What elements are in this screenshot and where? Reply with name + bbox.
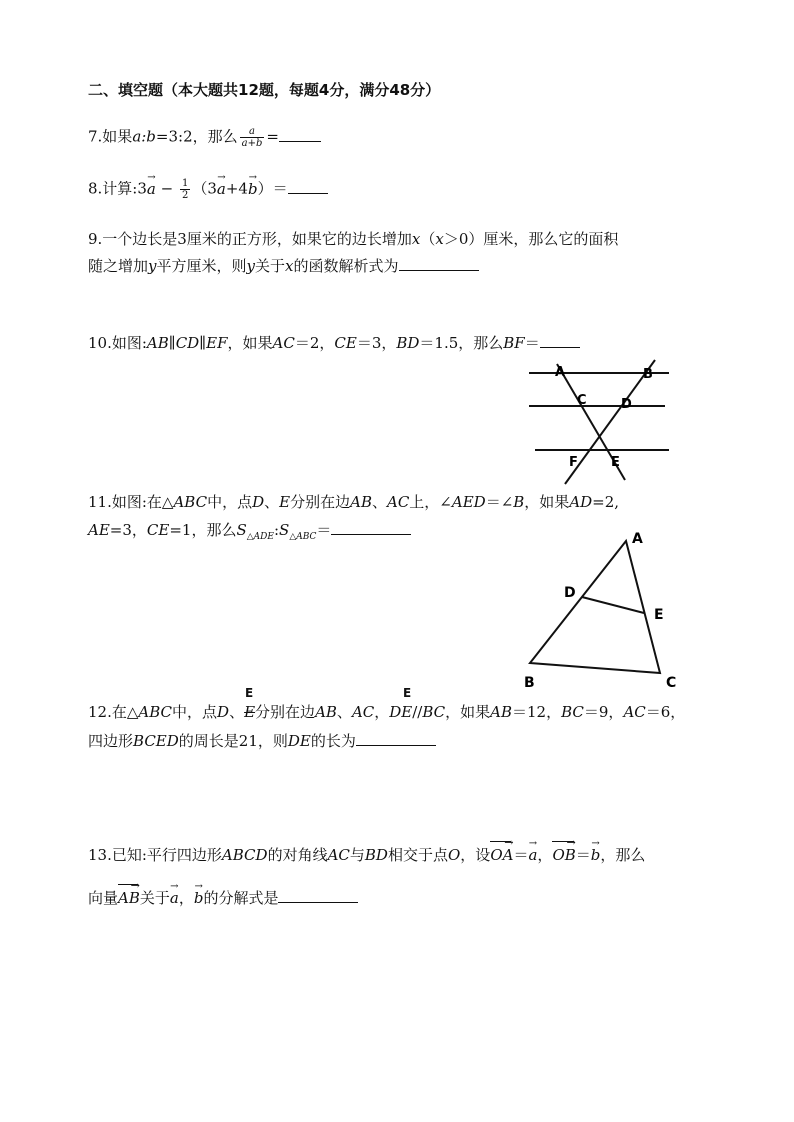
q13-vector-ob: → OB <box>552 845 575 865</box>
q10-text-c: ＝2， <box>294 334 335 352</box>
section-heading: 二、填空题（本大题共12题，每题4分，满分48分） <box>88 81 441 99</box>
q12-de2: DE <box>287 732 311 750</box>
q10-fig-label-f: F <box>569 455 578 470</box>
q8-half-fraction <box>180 178 190 201</box>
q12-text-a: 12.在△ <box>88 703 139 721</box>
q11-sub1: △ADE <box>246 532 274 542</box>
question-8 <box>88 178 328 201</box>
q12-text-f: ， <box>374 703 390 721</box>
question-10 <box>88 333 580 353</box>
q12-text-m: 的周长是21，则 <box>178 732 288 750</box>
q10-fig-label-c: C <box>577 393 587 408</box>
q11-text-g: ＝∠ <box>485 493 514 511</box>
q11-fig-label-e: E <box>654 607 664 623</box>
q12-ab: AB <box>315 703 337 721</box>
q13-text-b: 的对角线 <box>267 846 328 864</box>
q9-cond-x: x <box>435 230 444 248</box>
q7-frac-den: a+b <box>241 138 263 149</box>
question-12-line-2 <box>88 731 436 751</box>
q11-text-j: =3， <box>109 521 147 539</box>
q11-text-e: 、 <box>371 493 387 511</box>
q13-text-h: ＝ <box>575 846 591 864</box>
q10-text-a: 10.如图: <box>88 334 147 352</box>
question-11-line-1 <box>88 492 619 512</box>
q8-vector-a: → a <box>147 179 156 199</box>
q12-d: D <box>217 703 230 721</box>
q12-text-e: 、 <box>336 703 352 721</box>
q13-vector-a: → a <box>528 845 537 865</box>
q11-text-h: ，如果 <box>524 493 570 511</box>
q11-fig-label-c: C <box>666 675 677 691</box>
q13-text-g: ， <box>537 846 553 864</box>
q9-x2: x <box>285 257 294 275</box>
q9-answer-blank[interactable] <box>399 256 479 271</box>
question-9-line-1 <box>88 229 618 249</box>
q7-frac-num: a <box>240 126 265 138</box>
q8-half-num: 1 <box>181 178 189 189</box>
q11-ac: AC <box>386 493 410 511</box>
q12-ac: AC <box>351 703 375 721</box>
q8-vector-a2: → a <box>217 179 226 199</box>
q11-text-a: 11.如图:在△ <box>88 493 174 511</box>
q11-text-i: =2, <box>592 493 620 511</box>
q13-answer-blank[interactable] <box>278 888 358 903</box>
question-9-line-2 <box>88 256 479 276</box>
q7-prefix: 7.如果 <box>88 127 133 146</box>
q9-text: 9.一个边长是3厘米的正方形，如果它的边长增加 <box>88 230 412 248</box>
q11-ae: AE <box>88 521 110 539</box>
q11-text-b: 中，点 <box>207 493 253 511</box>
q9-y: y <box>148 257 157 275</box>
q11-ce: CE <box>146 521 170 539</box>
q11-s1: S <box>236 521 247 539</box>
q11-answer-blank[interactable] <box>331 520 411 535</box>
q10-fig-label-e: E <box>611 455 620 470</box>
q12-text-j: ＝9， <box>583 703 624 721</box>
q7-ratio: a:b <box>132 127 156 146</box>
q11-b: B <box>513 493 525 511</box>
q8-paren-open: （3 <box>192 179 217 198</box>
q11-d: D <box>252 493 265 511</box>
q10-fig-label-a: A <box>555 365 566 380</box>
q10-bf: BF <box>503 334 525 352</box>
q13-text-a: 13.已知:平行四边形 <box>88 846 222 864</box>
q12-ab2: AB <box>490 703 513 721</box>
q7-eq: =3:2，那么 <box>155 127 238 146</box>
q8-prefix: 8.计算:3 <box>88 179 147 198</box>
q10-fig-label-b: B <box>643 367 653 382</box>
q10-parallel-lines-figure <box>525 358 685 488</box>
q12-handwritten-e-2: E <box>403 686 412 700</box>
q9-text-5: 的函数解析式为 <box>293 257 399 275</box>
q12-e-struck: E <box>244 703 256 721</box>
q12-bc: BC <box>422 703 446 721</box>
q10-fig-label-d: D <box>621 397 632 412</box>
q11-ad: AD <box>569 493 593 511</box>
q13-abcd: ABCD <box>221 846 268 864</box>
q7-answer-blank[interactable] <box>279 127 321 142</box>
q12-handwritten-e-1: E <box>245 686 254 700</box>
q9-y2: y <box>246 257 255 275</box>
q13-bd: BD <box>364 846 388 864</box>
q7-fraction <box>240 126 265 149</box>
q8-minus: − <box>155 179 178 198</box>
q10-bd: BD <box>396 334 420 352</box>
q13-text-l: ， <box>178 889 194 907</box>
q12-bced: BCED <box>133 732 179 750</box>
q13-ac: AC <box>327 846 350 864</box>
q11-text-c: 、 <box>264 493 280 511</box>
q13-text-k: 关于 <box>139 889 170 907</box>
q12-answer-blank[interactable] <box>356 731 436 746</box>
q12-abc: ABC <box>138 703 173 721</box>
q11-text-k: =1，那么 <box>169 521 237 539</box>
q13-text-e: ，设 <box>460 846 491 864</box>
q8-paren-close: ）＝ <box>257 179 288 198</box>
question-13-line-2 <box>88 888 358 908</box>
q10-ac: AC <box>272 334 295 352</box>
q8-plus: +4 <box>225 179 248 198</box>
q10-text-b: ，如果 <box>227 334 273 352</box>
q13-text-j: 向量 <box>88 889 119 907</box>
q13-text-d: 相交于点 <box>387 846 448 864</box>
q10-ce: CE <box>334 334 357 352</box>
q9-text-2: 随之增加 <box>88 257 149 275</box>
q11-fig-label-a: A <box>632 531 643 547</box>
question-12-line-1 <box>88 702 685 722</box>
q11-text-l: ＝ <box>316 521 332 539</box>
q12-text-d: 分别在边 <box>255 703 316 721</box>
q12-text-h: ，如果 <box>445 703 491 721</box>
q11-sub2: △ABC <box>289 532 317 542</box>
q9-x: x <box>411 230 421 248</box>
q12-text-g: // <box>412 703 423 721</box>
q11-fig-label-b: B <box>524 675 535 691</box>
q13-vector-ab: → AB <box>118 888 140 908</box>
q12-bc2: BC <box>561 703 584 721</box>
q11-abc: ABC <box>173 493 208 511</box>
q11-fig-label-d: D <box>564 585 576 601</box>
q12-ac2: AC <box>623 703 646 721</box>
q11-text-f: 上，∠ <box>409 493 452 511</box>
q13-text-c: 与 <box>349 846 365 864</box>
question-7 <box>88 126 321 149</box>
q13-text-f: ＝ <box>513 846 529 864</box>
q13-o: O <box>447 846 461 864</box>
q11-aed: AED <box>451 493 486 511</box>
q9-text-4: 关于 <box>255 257 286 275</box>
q12-text-k: ＝6， <box>645 703 686 721</box>
q13-vector-b2: → b <box>194 888 204 908</box>
q10-text-e: ＝1.5，那么 <box>419 334 504 352</box>
q12-text-l: 四边形 <box>88 732 134 750</box>
question-11-line-2 <box>88 520 411 547</box>
q13-vector-b: → b <box>591 845 601 865</box>
q13-vector-oa: → OA <box>490 845 513 865</box>
question-13-line-1 <box>88 845 645 865</box>
q8-half-den: 2 <box>181 190 189 201</box>
q10-text-d: ＝3， <box>356 334 397 352</box>
q9-text-3: 平方厘米，则 <box>156 257 247 275</box>
q13-text-i: ，那么 <box>600 846 646 864</box>
q10-answer-blank[interactable] <box>540 333 580 348</box>
q12-text-n: 的长为 <box>310 732 356 750</box>
q10-parallel: AB∥CD∥EF <box>146 334 228 352</box>
q11-e: E <box>279 493 291 511</box>
q11-text-d: 分别在边 <box>290 493 351 511</box>
q11-triangle-figure <box>520 525 690 695</box>
q11-s2: S <box>279 521 290 539</box>
q9-cond-rest: ＞0）厘米，那么它的面积 <box>443 230 619 248</box>
q7-equals: = <box>266 127 279 146</box>
q8-vector-b: → b <box>248 179 258 199</box>
q8-answer-blank[interactable] <box>288 179 328 194</box>
q12-text-c: 、 <box>229 703 245 721</box>
q12-de: DE <box>389 703 413 721</box>
q11-colon: : <box>273 521 280 539</box>
q10-text-f: ＝ <box>524 334 540 352</box>
q13-text-m: 的分解式是 <box>203 889 279 907</box>
q12-text-b: 中，点 <box>172 703 218 721</box>
q12-text-i: ＝12， <box>512 703 562 721</box>
q9-cond-open: （ <box>420 230 436 248</box>
q13-vector-a2: → a <box>170 888 179 908</box>
q11-ab: AB <box>350 493 372 511</box>
